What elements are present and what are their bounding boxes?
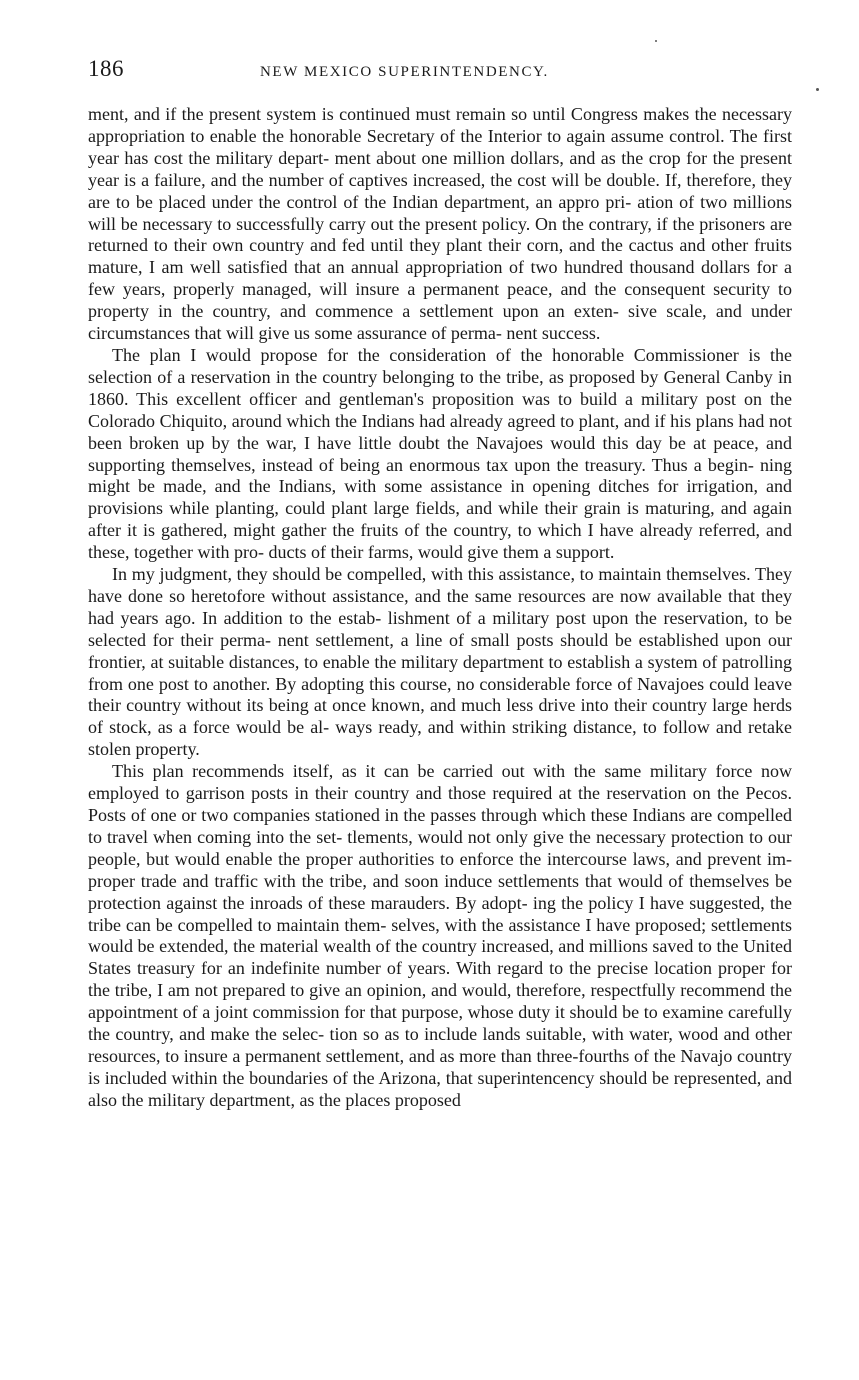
paragraph-recommendation: This plan recommends itself, as it can be carried out with the same military force now employed to garrison posts in their country and those required at the reservation on the Pecos. Posts of one or two companies stationed in the passes through which these Indians are compelled to travel when coming into the set- tlements, would not only give the necessary protection to our people, but would enable the proper authorities to enforce the intercourse laws, and prevent im- proper trade and traffic with the tribe, and soon induce settlements that would of themselves be protection against the inroads of these marauders. By adopt- ing the policy I have suggested, the tribe can be compelled to maintain them- selves, with the assistance I have proposed; settlements would be extended, the material wealth of the country increased, and millions saved to the United States treasury for an indefinite number of years. With regard to the precise location proper for the tribe, I am not prepared to give an opinion, and would, therefore, respectfully recommend the appointment of a joint commission for that purpose, whose duty it should be to examine carefully the country, and make the selec- tion so as to include lands suitable, with water, wood and other resources, to insure a permanent settlement, and as more than three-fourths of the Navajo country is included within the boundaries of the Arizona, that superintencency should be represented, and also the military department, as the places proposed (88, 761, 792, 1110)
page-header (88, 54, 792, 86)
running-head: NEW MEXICO SUPERINTENDENCY. (260, 64, 549, 80)
paragraph-continued: ment, and if the present system is continued must remain so until Congress makes the necessary appropriation to enable the honorable Secretary of the Interior to again assume control. The first year has cost the military depart- ment about one million dollars, and as the crop for the present year is a failure, and the number of captives increased, the cost will be double. If, therefore, they are to be placed under the control of the Indian department, an appro pri- ation of two millions will be necessary to successfully carry out the present policy. On the contrary, if the prisoners are returned to their own country and fed until they plant their corn, and the cactus and other fruits mature, I am well satisfied that an annual appropriation of two hundred thousand dollars for a few years, properly managed, will insure a permanent peace, and the consequent security to property in the country, and commence a settlement upon an exten- sive scale, and under circumstances that will give us some assurance of perma- nent success. (88, 104, 792, 344)
paragraph-judgment: In my judgment, they should be compelled, with this assistance, to maintain themselves. They have done so heretofore without assistance, and the same resources are now available that they had years ago. In addition to the estab- lishment of a military post upon the reservation, to be selected for their perma- nent settlement, a line of small posts should be established upon our frontier, at suitable distances, to enable the military department to establish a system of patrolling from one post to another. By adopting this course, no considerable force of Navajoes could leave their country without its being at once known, and much less drive into their country large herds of stock, as a force would be al- ways ready, and within striking distance, to follow and retake stolen property. (88, 564, 792, 760)
paragraph-plan-proposal: The plan I would propose for the consideration of the honorable Commissioner is the selection of a reservation in the country belonging to the tribe, as proposed by General Canby in 1860. This excellent officer and gentleman's proposition was to build a military post on the Colorado Chiquito, around which the Indians had already agreed to plant, and if his plans had not been broken up by the war, I have little doubt the Navajoes would this day be at peace, and supporting themselves, instead of being an enormous tax upon the treasury. Thus a begin- ning might be made, and the Indians, with some assistance in opening ditches for irrigation, and provisions while planting, could plant large fields, and while their grain is maturing, and again after it is gathered, might gather the fruits of the country, to which I have already referred, and these, together with pro- ducts of their farms, would give them a support. (88, 344, 792, 563)
scan-speck (655, 40, 657, 42)
page-number: 186 (88, 56, 124, 81)
body-text (88, 104, 792, 1112)
scan-speck (816, 88, 819, 91)
